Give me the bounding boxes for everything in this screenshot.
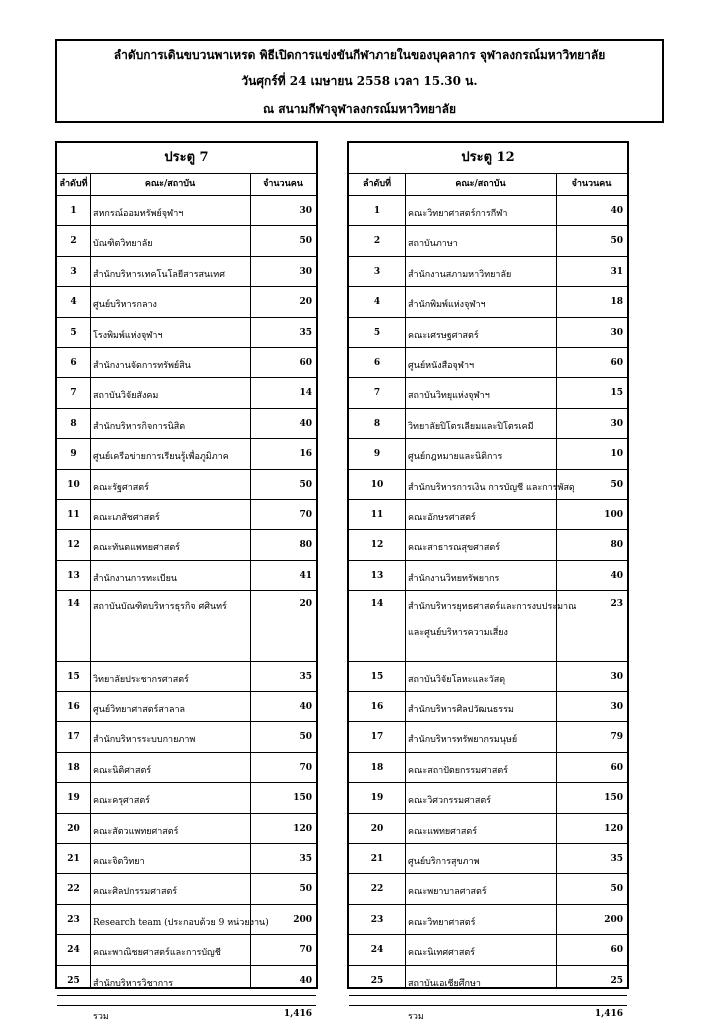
- table-row: [57, 560, 316, 591]
- row-headcount: 200: [293, 914, 312, 925]
- row-number: 17: [370, 732, 384, 743]
- column-header-no: ลำดับที่: [59, 179, 88, 189]
- row-headcount: 18: [610, 297, 623, 308]
- row-unit-name: ศูนย์หนังสือจุฬาฯ: [408, 361, 475, 371]
- row-number: 23: [67, 914, 80, 925]
- row-number: 24: [370, 945, 384, 956]
- row-unit-name: Research team (ประกอบด้วย 9 หน่วยงาน): [93, 917, 269, 928]
- column-header-count: จำนวนคน: [571, 179, 612, 189]
- table-row: [57, 813, 316, 844]
- gate-title: ประตู 12: [349, 143, 627, 174]
- row-unit-name: ศูนย์บริการสุขภาพ: [408, 857, 480, 867]
- row-headcount: 120: [604, 823, 623, 834]
- row-headcount: 15: [610, 388, 623, 399]
- table-row: [57, 934, 316, 965]
- row-number: 9: [70, 449, 77, 460]
- table-row: [349, 347, 627, 378]
- row-unit-name: สำนักพิมพ์แห่งจุฬาฯ: [408, 300, 486, 311]
- table-row: [57, 721, 316, 752]
- table-row: [349, 721, 627, 752]
- row-unit-name: ศูนย์กฎหมายและนิติการ: [408, 452, 503, 463]
- column-header-row: [349, 173, 627, 196]
- row-number: 13: [370, 570, 384, 581]
- row-headcount: 35: [610, 854, 623, 864]
- row-unit-name: คณะวิศวกรรมศาสตร์: [408, 796, 492, 807]
- row-headcount: 100: [604, 510, 623, 520]
- row-unit-name: สำนักบริหารทรัพยากรมนุษย์: [408, 735, 518, 746]
- table-row: [57, 377, 316, 408]
- row-headcount: 23: [610, 599, 623, 610]
- table-row: [57, 317, 316, 348]
- table-row: [57, 286, 316, 317]
- row-headcount: 35: [299, 327, 312, 338]
- row-unit-name: สำนักบริหารระบบกายภาพ: [93, 735, 196, 746]
- row-unit-name: สถาบันบัณฑิตบริหารธุรกิจ ศศินทร์: [93, 602, 227, 613]
- table-row: [349, 873, 627, 904]
- row-number: 10: [370, 479, 384, 490]
- table-row: [349, 225, 627, 256]
- row-headcount: 70: [299, 510, 312, 520]
- row-number: 3: [373, 266, 381, 277]
- row-number: 9: [373, 449, 381, 460]
- table-row: [57, 904, 316, 935]
- row-headcount: 30: [299, 206, 312, 216]
- row-headcount: 80: [610, 540, 623, 551]
- row-number: 21: [370, 854, 384, 864]
- title-line-2: วันศุกร์ที่ 24 เมษายน 2558 เวลา 15.30 น.: [241, 74, 478, 88]
- row-number: 20: [370, 823, 384, 834]
- column-header-no: ลำดับที่: [362, 179, 392, 189]
- row-headcount: 50: [610, 479, 623, 490]
- row-number: 6: [373, 358, 381, 368]
- row-number: 1: [373, 206, 381, 216]
- row-headcount: 16: [299, 449, 312, 460]
- table-row: [57, 590, 316, 661]
- row-headcount: 70: [299, 945, 312, 956]
- table-body: [349, 195, 627, 1022]
- row-headcount: 80: [299, 540, 312, 551]
- row-headcount: 20: [299, 297, 312, 308]
- table-row: [349, 195, 627, 226]
- table-row: [57, 347, 316, 378]
- row-unit-name: สำนักบริหารยุทธศาสตร์และการงบประมาณ: [408, 602, 577, 613]
- row-headcount: 50: [299, 236, 312, 247]
- table-row: [349, 691, 627, 722]
- row-unit-name: คณะสถาปัตยกรรมศาสตร์: [408, 765, 509, 776]
- row-number: 4: [373, 297, 381, 308]
- row-number: 22: [67, 884, 80, 895]
- row-number: 2: [70, 236, 77, 247]
- row-headcount: 40: [610, 206, 623, 216]
- row-number: 11: [67, 510, 80, 520]
- row-number: 16: [370, 702, 384, 712]
- row-number: 19: [370, 793, 384, 804]
- row-unit-name: คณะแพทยศาสตร์: [408, 826, 478, 837]
- row-headcount: 120: [293, 823, 312, 834]
- table-row: [349, 286, 627, 317]
- row-number: 7: [70, 388, 77, 399]
- row-number: 5: [70, 327, 77, 338]
- gate-12-table: [347, 141, 629, 1022]
- row-unit-name: สถาบันเอเชียศึกษา: [408, 978, 481, 989]
- row-unit-name: สถาบันวิทยุแห่งจุฬาฯ: [408, 391, 490, 402]
- table-row: [349, 813, 627, 844]
- table-row: [349, 560, 627, 591]
- row-number: 1: [70, 206, 77, 216]
- row-headcount: 10: [610, 449, 623, 460]
- row-unit-name-line-2: และศูนย์บริหารความเสี่ยง: [408, 628, 508, 639]
- row-unit-name: สำนักงานการทะเบียน: [93, 573, 178, 584]
- row-unit-name: สำนักงานจัดการทรัพย์สิน: [93, 361, 191, 371]
- row-headcount: 150: [293, 793, 312, 804]
- table-row: [57, 469, 316, 500]
- row-unit-name: คณะรัฐศาสตร์: [93, 482, 149, 493]
- table-row: [57, 782, 316, 813]
- row-number: 8: [70, 418, 77, 429]
- row-number: 21: [67, 854, 80, 864]
- row-number: 6: [70, 358, 77, 368]
- table-row: [349, 965, 627, 996]
- column-header-name: คณะ/สถาบัน: [144, 179, 196, 189]
- row-unit-name: คณะพาณิชยศาสตร์และการบัญชี: [93, 948, 221, 959]
- row-number: 16: [67, 702, 80, 712]
- row-unit-name: บัณฑิตวิทยาลัย: [93, 239, 153, 250]
- column-header-count: จำนวนคน: [263, 179, 303, 189]
- row-unit-name: คณะเศรษฐศาสตร์: [408, 330, 479, 341]
- row-headcount: 60: [610, 945, 623, 956]
- table-row: [349, 843, 627, 874]
- row-number: 19: [67, 793, 80, 804]
- table-row: [57, 843, 316, 874]
- row-number: 4: [70, 297, 77, 308]
- table-row: [57, 691, 316, 722]
- total-row: [57, 1005, 316, 1025]
- row-unit-name: สำนักงานวิทยทรัพยากร: [408, 573, 500, 584]
- table-row: [349, 590, 627, 661]
- row-headcount: 40: [299, 975, 312, 986]
- row-number: 18: [370, 762, 384, 773]
- row-headcount: 25: [610, 975, 623, 986]
- row-number: 24: [67, 945, 80, 956]
- table-row: [57, 225, 316, 256]
- table-row: [57, 661, 316, 692]
- row-headcount: 70: [299, 762, 312, 773]
- row-number: 14: [370, 599, 384, 610]
- total-label: รวม: [93, 1012, 109, 1022]
- row-number: 10: [67, 479, 80, 490]
- row-number: 8: [373, 418, 381, 429]
- table-row: [57, 195, 316, 226]
- row-unit-name: คณะอักษรศาสตร์: [408, 513, 476, 523]
- row-unit-name: คณะทันตแพทยศาสตร์: [93, 543, 181, 554]
- row-headcount: 40: [299, 702, 312, 712]
- table-row: [349, 529, 627, 560]
- table-row: [57, 965, 316, 996]
- table-row: [349, 438, 627, 469]
- row-headcount: 35: [299, 854, 312, 864]
- row-unit-name: โรงพิมพ์แห่งจุฬาฯ: [93, 330, 163, 341]
- row-unit-name: ศูนย์เครือข่ายการเรียนรู้เพื่อภูมิภาค: [93, 452, 229, 463]
- table-row: [57, 499, 316, 530]
- total-value: 1,416: [283, 1009, 312, 1019]
- table-row: [349, 904, 627, 935]
- row-number: 20: [67, 823, 80, 834]
- row-number: 17: [67, 732, 80, 743]
- total-value: 1,416: [594, 1009, 623, 1019]
- row-unit-name: สำนักงานสภามหาวิทยาลัย: [408, 269, 512, 280]
- table-row: [57, 408, 316, 439]
- row-unit-name: สำนักบริหารศิลปวัฒนธรรม: [408, 705, 514, 715]
- row-number: 15: [370, 671, 384, 682]
- table-row: [349, 408, 627, 439]
- column-header-row: [57, 173, 316, 196]
- table-row: [349, 256, 627, 287]
- row-headcount: 50: [299, 884, 312, 895]
- row-headcount: 50: [299, 479, 312, 490]
- row-headcount: 20: [299, 599, 312, 610]
- row-unit-name: สถาบันวิจัยโลหะและวัสดุ: [408, 674, 506, 685]
- table-row: [57, 438, 316, 469]
- row-headcount: 150: [604, 793, 623, 804]
- row-headcount: 200: [604, 914, 623, 925]
- row-number: 22: [370, 884, 384, 895]
- row-unit-name: คณะวิทยาศาสตร์: [408, 917, 476, 928]
- row-headcount: 79: [610, 732, 623, 743]
- row-headcount: 40: [610, 570, 623, 581]
- row-headcount: 50: [610, 884, 623, 895]
- row-headcount: 40: [299, 418, 312, 429]
- row-number: 11: [370, 510, 384, 520]
- row-number: 25: [67, 975, 80, 986]
- table-row: [57, 529, 316, 560]
- row-unit-name: คณะเภสัชศาสตร์: [93, 513, 160, 523]
- table-row: [349, 782, 627, 813]
- row-headcount: 30: [299, 266, 312, 277]
- row-number: 18: [67, 762, 80, 773]
- gate-title: ประตู 7: [57, 143, 316, 174]
- row-unit-name: คณะจิตวิทยา: [93, 857, 145, 867]
- row-headcount: 50: [299, 732, 312, 743]
- row-number: 13: [67, 570, 80, 581]
- row-unit-name: สถาบันวิจัยสังคม: [93, 391, 159, 402]
- row-number: 2: [373, 236, 381, 247]
- row-unit-name: คณะสัตวแพทยศาสตร์: [93, 826, 179, 837]
- row-unit-name: คณะนิเทศศาสตร์: [408, 948, 476, 959]
- row-headcount: 60: [610, 358, 623, 368]
- table-row: [349, 934, 627, 965]
- row-headcount: 35: [299, 671, 312, 682]
- row-unit-name: คณะวิทยาศาสตร์การกีฬา: [408, 209, 508, 219]
- row-unit-name: สำนักบริหารเทคโนโลยีสารสนเทศ: [93, 269, 225, 280]
- table-row: [57, 873, 316, 904]
- total-row: [349, 1005, 627, 1025]
- table-body: [57, 195, 316, 1022]
- row-headcount: 60: [299, 358, 312, 368]
- row-unit-name: วิทยาลัยประชากรศาสตร์: [93, 674, 189, 685]
- row-number: 15: [67, 671, 80, 682]
- row-unit-name: สถาบันภาษา: [408, 239, 458, 250]
- row-unit-name: คณะพยาบาลศาสตร์: [408, 887, 487, 898]
- total-label: รวม: [408, 1012, 424, 1022]
- row-number: 25: [370, 975, 384, 986]
- table-row: [349, 661, 627, 692]
- row-number: 12: [67, 540, 80, 551]
- row-number: 14: [67, 599, 80, 610]
- column-header-name: คณะ/สถาบัน: [455, 179, 506, 189]
- row-unit-name: สำนักบริหารการเงิน การบัญชี และการพัสดุ: [408, 482, 575, 493]
- row-headcount: 30: [610, 418, 623, 429]
- row-unit-name: สหกรณ์ออมทรัพย์จุฬาฯ: [93, 209, 184, 219]
- table-row: [57, 752, 316, 783]
- row-unit-name: คณะสาธารณสุขศาสตร์: [408, 543, 501, 554]
- row-unit-name: คณะครุศาสตร์: [93, 796, 150, 807]
- gate-7-table: [55, 141, 318, 1022]
- table-row: [349, 377, 627, 408]
- table-row: [349, 317, 627, 348]
- row-headcount: 50: [610, 236, 623, 247]
- row-number: 3: [70, 266, 77, 277]
- row-number: 5: [373, 327, 381, 338]
- row-unit-name: ศูนย์วิทยาศาสตร์สาลาล: [93, 705, 186, 715]
- row-unit-name: คณะนิติศาสตร์: [93, 765, 152, 776]
- title-line-1: ลำดับการเดินขบวนพาเหรด พิธีเปิดการแข่งขันกีฬาภายในของบุคลากร จุฬาลงกรณ์มหาวิทยาลัย: [113, 48, 606, 62]
- row-headcount: 30: [610, 327, 623, 338]
- row-unit-name: ศูนย์บริหารกลาง: [93, 300, 157, 311]
- row-unit-name: สำนักบริหารวิชาการ: [93, 978, 174, 989]
- row-number: 23: [370, 914, 384, 925]
- table-row: [349, 499, 627, 530]
- row-headcount: 31: [610, 266, 623, 277]
- document-title-box: [55, 39, 664, 123]
- row-unit-name: สำนักบริหารกิจการนิสิต: [93, 421, 186, 432]
- row-number: 12: [370, 540, 384, 551]
- row-headcount: 30: [610, 702, 623, 712]
- row-unit-name: คณะศิลปกรรมศาสตร์: [93, 887, 178, 898]
- row-headcount: 60: [610, 762, 623, 773]
- row-headcount: 41: [299, 570, 312, 581]
- title-line-3: ณ สนามกีฬาจุฬาลงกรณ์มหาวิทยาลัย: [262, 102, 457, 116]
- row-number: 7: [373, 388, 381, 399]
- row-headcount: 14: [299, 388, 312, 399]
- row-unit-name: วิทยาลัยปิโตรเลียมและปิโตรเคมี: [408, 421, 534, 432]
- table-row: [349, 469, 627, 500]
- table-row: [349, 752, 627, 783]
- row-headcount: 30: [610, 671, 623, 682]
- table-row: [57, 256, 316, 287]
